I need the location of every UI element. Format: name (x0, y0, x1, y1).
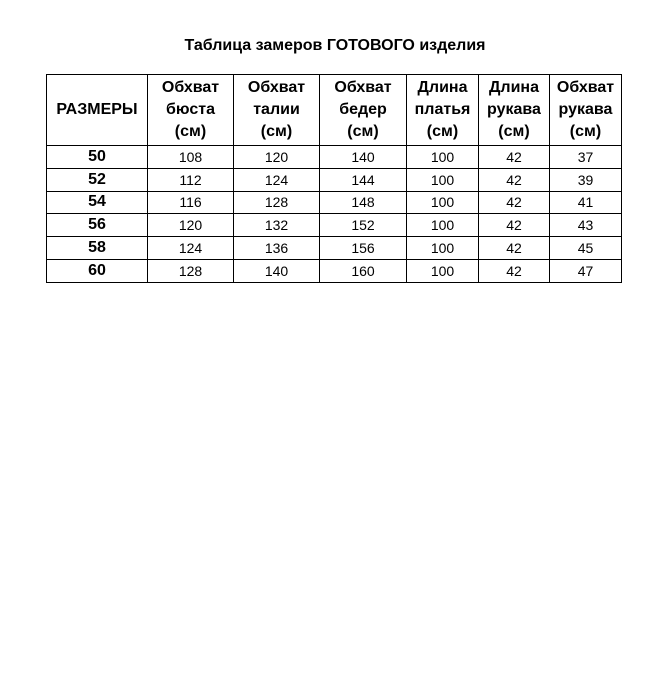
header-row (47, 75, 622, 146)
document-title: Таблица замеров ГОТОВОГО изделия (184, 37, 486, 54)
value-cell: 100 (407, 191, 479, 214)
header-line: (см) (498, 123, 530, 140)
header-dress-length (407, 75, 479, 146)
value-cell: 42 (479, 259, 550, 282)
header-line: Обхват (556, 79, 615, 96)
header-line: Обхват (334, 79, 392, 96)
value-cell: 100 (407, 237, 479, 260)
value-cell: 45 (550, 237, 622, 260)
value-cell: 136 (234, 237, 320, 260)
header-line: платья (414, 101, 471, 118)
header-sleeve-length (479, 75, 550, 146)
value-cell: 42 (479, 237, 550, 260)
value-cell: 43 (550, 214, 622, 237)
table-header (47, 75, 622, 146)
value-cell: 120 (234, 146, 320, 169)
header-bust (148, 75, 234, 146)
value-cell: 140 (320, 146, 407, 169)
size-cell: 54 (47, 191, 148, 214)
value-cell: 124 (148, 237, 234, 260)
table-row (47, 237, 622, 260)
value-cell: 144 (320, 168, 407, 191)
table-row (47, 146, 622, 169)
size-chart-table (46, 74, 622, 283)
value-cell: 41 (550, 191, 622, 214)
header-line: (см) (426, 123, 459, 140)
table-row (47, 168, 622, 191)
header-hips (320, 75, 407, 146)
table-body (47, 146, 622, 283)
value-cell: 42 (479, 214, 550, 237)
size-cell: 52 (47, 168, 148, 191)
value-cell: 120 (148, 214, 234, 237)
value-cell: 140 (234, 259, 320, 282)
value-cell: 42 (479, 168, 550, 191)
value-cell: 39 (550, 168, 622, 191)
table-row (47, 214, 622, 237)
header-line: Обхват (247, 79, 306, 96)
header-line: бюста (166, 101, 215, 118)
value-cell: 108 (148, 146, 234, 169)
header-sizes: РАЗМЕРЫ (47, 75, 148, 146)
value-cell: 148 (320, 191, 407, 214)
header-line: Длина (417, 79, 468, 96)
header-line: рукава (487, 101, 541, 118)
header-line: Обхват (161, 79, 220, 96)
table-row (47, 191, 622, 214)
value-cell: 152 (320, 214, 407, 237)
value-cell: 42 (479, 146, 550, 169)
size-cell: 60 (47, 259, 148, 282)
value-cell: 124 (234, 168, 320, 191)
value-cell: 128 (234, 191, 320, 214)
header-line: талии (253, 101, 300, 118)
table-row (47, 259, 622, 282)
value-cell: 37 (550, 146, 622, 169)
value-cell: 100 (407, 259, 479, 282)
header-line: (см) (569, 123, 602, 140)
header-waist (234, 75, 320, 146)
header-line: (см) (260, 123, 293, 140)
header-line: (см) (174, 123, 207, 140)
header-line: бедер (339, 101, 387, 118)
header-line: (см) (347, 123, 379, 140)
value-cell: 100 (407, 214, 479, 237)
value-cell: 116 (148, 191, 234, 214)
value-cell: 128 (148, 259, 234, 282)
header-line: рукава (558, 101, 613, 118)
value-cell: 100 (407, 168, 479, 191)
value-cell: 112 (148, 168, 234, 191)
size-cell: 50 (47, 146, 148, 169)
size-cell: 56 (47, 214, 148, 237)
header-sleeve-girth (550, 75, 622, 146)
value-cell: 42 (479, 191, 550, 214)
size-cell: 58 (47, 237, 148, 260)
value-cell: 156 (320, 237, 407, 260)
value-cell: 100 (407, 146, 479, 169)
header-line: Длина (489, 79, 539, 96)
value-cell: 132 (234, 214, 320, 237)
value-cell: 47 (550, 259, 622, 282)
value-cell: 160 (320, 259, 407, 282)
